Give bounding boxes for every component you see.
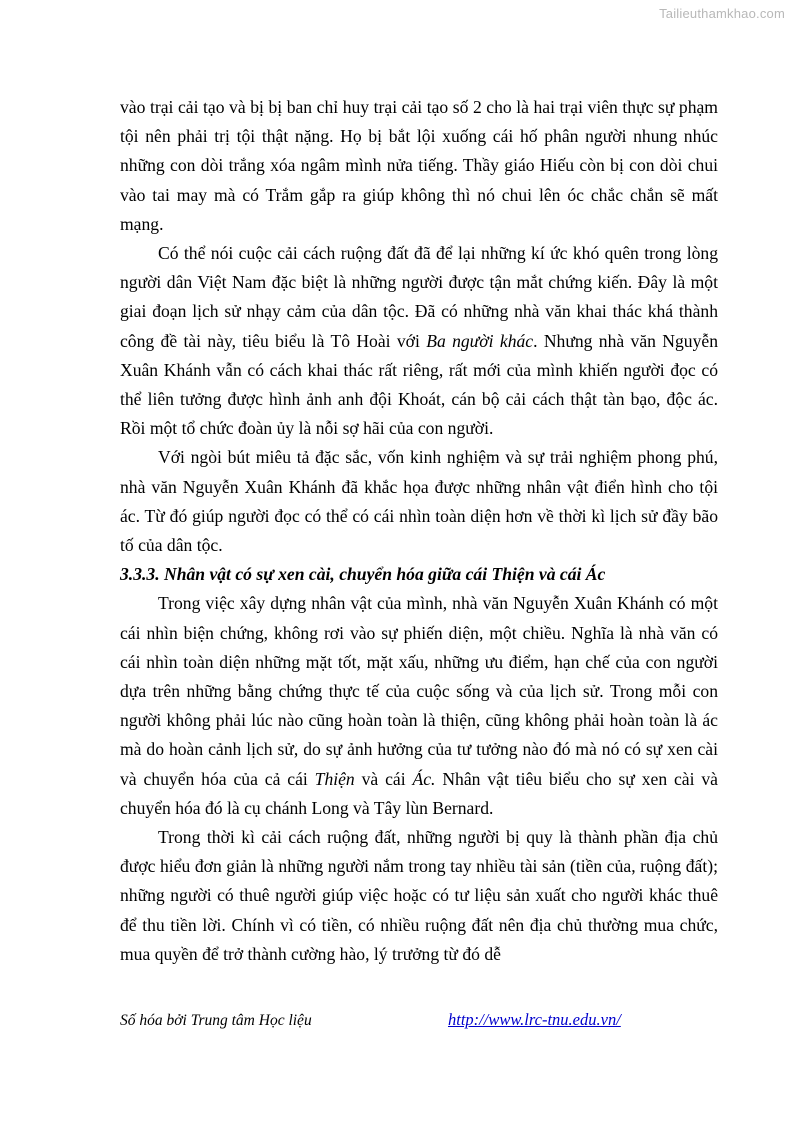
paragraph-4-text-b: Nhân vật tiêu biểu cho sự xen cài và chuyển hóa đó là cụ chánh Long và Tây lùn Bernard. (120, 768, 718, 818)
watermark-text: Tailieuthamkhao.com (659, 6, 785, 21)
paragraph-4-text-mid: và cái (354, 768, 413, 789)
paragraph-2-text-a: Có thể nói cuộc cải cách ruộng đất đã để lại những kí ức khó quên trong lòng người dân Việt Nam đặc biệt là những người được tận mắt chứng kiến. Đây là một giai đoạn lịch sử nhạy cảm của dân tộc. Đã có những nhà văn khai thác khá thành công đề tài này, tiêu biểu là Tô Hoài với (120, 243, 718, 351)
italic-ac: Ác. (412, 768, 436, 789)
paragraph-2-text-b: . Nhưng nhà văn Nguyễn Xuân Khánh vẫn có cách khai thác rất riêng, rất mới của mình khiến người đọc có thể liên tưởng được hình ảnh anh đội Khoát, cán bộ cải cách thật tàn bạo, độc ác. Rồi một tổ chức đoàn ủy là nỗi sợ hãi của con người. (120, 330, 718, 439)
paragraph-4-text-a: Trong việc xây dựng nhân vật của mình, nhà văn Nguyễn Xuân Khánh có một cái nhìn biện chứng, không rơi vào sự phiến diện, một chiều. Nghĩa là nhà văn có cái nhìn toàn diện những mặt tốt, mặt xấu, những ưu điểm, hạn chế của con người dựa trên những bằng chứng thực tế của cuộc sống và của lịch sử. Trong mỗi con người không phải lúc nào cũng hoàn toàn là thiện, cũng không phải hoàn toàn là ác mà do hoàn cảnh lịch sử, do sự ảnh hưởng của tư tưởng nào đó mà nó có sự xen cài và chuyển hóa của cả cái (120, 593, 718, 789)
section-heading: 3.3.3. Nhân vật có sự xen cài, chuyển hóa giữa cái Thiện và cái Ác (120, 564, 606, 585)
paragraph-5: Trong thời kì cải cách ruộng đất, những người bị quy là thành phần địa chủ được hiểu đơn giản là những người nắm trong tay nhiều tài sản (tiền của, ruộng đất); những người có thuê người giúp việc hoặc có tư liệu sản xuất cho người khác thuê để thu tiền lời. Chính vì có tiền, có nhiều ruộng đất nên địa chủ thường mua chức, mua quyền để trở thành cường hào, lý trưởng từ đó dễ (120, 827, 718, 964)
paragraph-2 (120, 239, 718, 443)
italic-thien: Thiện (314, 768, 355, 789)
book-title-italic: Ba người khác (426, 330, 534, 351)
footer-credit: Số hóa bởi Trung tâm Học liệu (120, 1012, 312, 1029)
page-body (120, 93, 718, 969)
paragraph-4 (120, 589, 718, 823)
paragraph-3: Với ngòi bút miêu tả đặc sắc, vốn kinh nghiệm và sự trải nghiệm phong phú, nhà văn Nguyễn Xuân Khánh đã khắc họa được những nhân vật điển hình cho tội ác. Từ đó giúp người đọc có thể có cái nhìn toàn diện hơn về thời kì lịch sử đầy bão tố của dân tộc. (120, 447, 718, 556)
footer-link[interactable]: http://www.lrc-tnu.edu.vn/ (448, 1010, 621, 1029)
paragraph-1: vào trại cải tạo và bị bị ban chỉ huy trại cải tạo số 2 cho là hai trại viên thực sự phạm tội nên phải trị tội thật nặng. Họ bị bắt lội xuống cái hố phân người nhung nhúc những con dòi trắng xóa ngâm mình nửa tiếng. Thầy giáo Hiếu còn bị con dòi chui vào tai may mà có Trắm gắp ra giúp không thì nó chui lên óc chắc chắn sẽ mất mạng. (120, 97, 718, 234)
page-footer (120, 1010, 718, 1036)
